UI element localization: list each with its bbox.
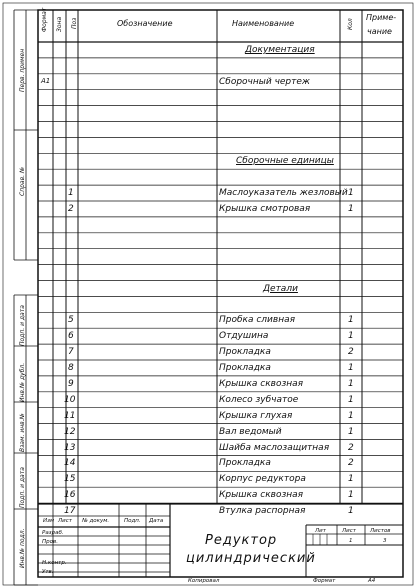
row-name: Крышка глухая — [219, 410, 293, 421]
tb-utv: Утв. — [42, 569, 54, 575]
row-position: 2 — [68, 204, 74, 214]
row-position: 12 — [64, 426, 76, 437]
header-designation: Обозначение — [117, 19, 173, 28]
tb-sheets-label: Листов — [370, 528, 391, 534]
row-name: Вал ведомый — [219, 426, 282, 437]
row-position: 11 — [64, 410, 76, 421]
side-label-vzam-inv: Взам. инв.№ — [19, 413, 26, 452]
row-position: 16 — [64, 490, 76, 501]
tb-razrab: Разраб. — [42, 530, 64, 536]
row-quantity: 1 — [348, 315, 354, 326]
tb-lit-label: Лит — [315, 528, 326, 534]
row-name: Сборочный чертеж — [219, 76, 311, 87]
row-name: Шайба маслозащитная — [219, 442, 330, 453]
row-quantity: 1 — [348, 506, 354, 517]
row-position: 8 — [68, 363, 74, 373]
row-position: 15 — [64, 474, 76, 485]
row-quantity: 1 — [348, 331, 354, 342]
row-quantity: 2 — [348, 347, 354, 358]
side-label-podp-data-2: Подп. и дата — [19, 467, 26, 508]
tb-prov: Пров. — [42, 539, 58, 545]
tb-data: Дата — [149, 518, 164, 524]
row-position: 14 — [64, 458, 76, 469]
row-position: 5 — [68, 315, 74, 326]
row-position: 9 — [68, 378, 74, 389]
row-quantity: 2 — [348, 442, 354, 453]
row-quantity: 1 — [348, 204, 354, 214]
row-quantity: 1 — [348, 188, 354, 199]
row-name: Крышка сквозная — [219, 378, 304, 389]
row-quantity: 1 — [348, 394, 354, 405]
row-quantity: 1 — [348, 410, 354, 421]
section-heading: Детали — [263, 283, 298, 294]
tb-sheets-value: 3 — [383, 538, 387, 544]
row-name: Прокладка — [219, 347, 271, 358]
row-name: Пробка сливная — [219, 315, 296, 326]
row-position: 6 — [68, 331, 74, 342]
row-quantity: 1 — [348, 490, 354, 501]
row-position: 1 — [68, 188, 74, 199]
header-format: Формат — [41, 7, 48, 32]
tb-izm: Изм — [43, 518, 55, 524]
header-name: Наименование — [232, 19, 295, 28]
side-label-sprav: Справ. № — [19, 166, 26, 196]
section-heading: Документация — [245, 45, 315, 55]
row-position: 10 — [64, 394, 76, 405]
row-name: Крышка сквозная — [219, 490, 304, 501]
side-label-podp-data-1: Подп. и дата — [19, 305, 26, 346]
row-format: А1 — [41, 76, 51, 85]
header-pos: Поз — [71, 17, 78, 29]
document-title-line-2: цилиндрический — [186, 551, 316, 566]
header-note-2: чание — [367, 27, 392, 36]
row-name: Прокладка — [219, 458, 271, 469]
header-note-1: Приме- — [366, 13, 397, 22]
tb-list: Лист — [58, 518, 72, 524]
row-name: Маслоуказатель жезловый — [219, 188, 348, 199]
tb-n-kontr: Н.контр. — [42, 560, 67, 566]
footer-format-value: А4 — [368, 578, 376, 584]
row-position: 17 — [64, 506, 76, 517]
row-quantity: 1 — [348, 474, 354, 485]
row-name: Втулка распорная — [219, 506, 306, 517]
section-heading: Сборочные единицы — [236, 156, 334, 167]
row-name: Крышка смотровая — [219, 204, 311, 214]
row-name: Прокладка — [219, 363, 271, 373]
footer-format: Формат — [313, 578, 336, 584]
tb-sheet-label: Лист — [342, 528, 356, 534]
document-title-line-1: Редуктор — [205, 533, 278, 548]
row-quantity: 1 — [348, 426, 354, 437]
row-quantity: 2 — [348, 458, 354, 469]
row-position: 7 — [68, 347, 74, 358]
row-name: Корпус редуктора — [219, 474, 306, 485]
tb-n-dokum: № докум. — [82, 518, 110, 524]
footer-copied: Копировал — [188, 578, 220, 584]
row-name: Колесо зубчатое — [219, 394, 299, 405]
row-position: 13 — [64, 442, 76, 453]
row-quantity: 1 — [348, 378, 354, 389]
side-label-inv-dubl: Инв.№ дубл. — [19, 362, 26, 402]
tb-sheet-value: 1 — [349, 538, 353, 544]
side-label-inv-podl: Инв.№ подл. — [19, 528, 26, 568]
row-name: Отдушина — [219, 331, 269, 342]
header-zone: Зона — [56, 16, 63, 32]
side-label-perv-primen: Перв. примен — [19, 48, 26, 92]
row-quantity: 1 — [348, 363, 354, 373]
header-qty: Кол — [347, 18, 354, 30]
tb-podp: Подп. — [124, 518, 141, 524]
